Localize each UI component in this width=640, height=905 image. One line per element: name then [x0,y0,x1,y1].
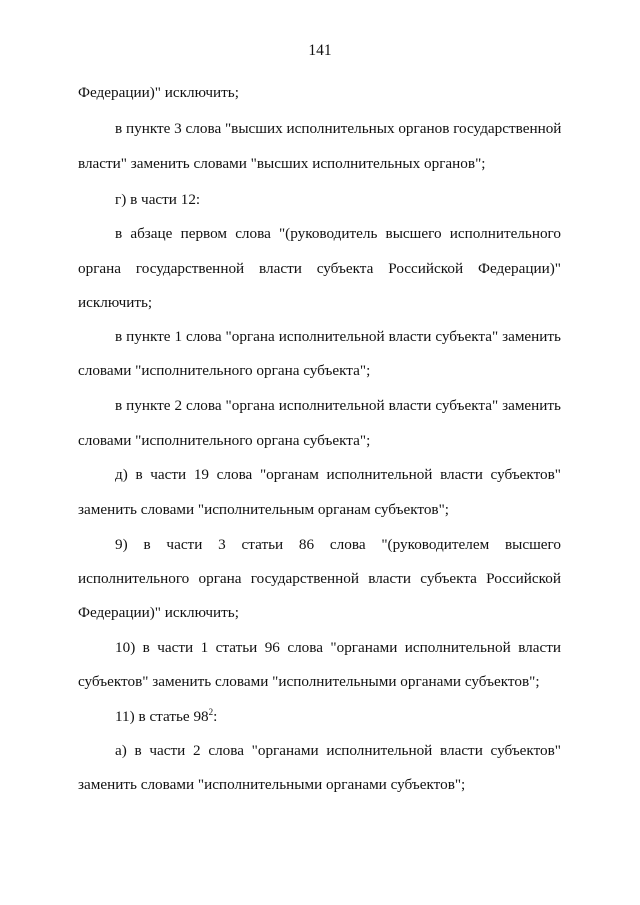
text-line: Федерации)" исключить; [78,604,239,621]
text-line: Федерации)" исключить; [78,84,239,101]
text-line: заменить словами "исполнительным органам субъектов"; [78,501,450,518]
text-line: в пункте 3 слова "высших исполнительных органов государственной [115,120,562,137]
text-line: в абзаце первом слова "(руководитель высшего исполнительного [115,225,561,242]
text-line: власти" заменить словами "высших исполнительных органов"; [78,155,486,172]
text-line: словами "исполнительного органа субъекта"; [78,432,371,449]
text-segment: 11) в статье 98 [115,708,209,725]
page-number: 141 [308,42,332,59]
text-line: исполнительного органа государственной власти субъекта Российской [78,570,561,587]
text-line: субъектов" заменить словами "исполнительными органами субъектов"; [78,673,540,690]
text-line: словами "исполнительного органа субъекта"; [78,362,371,379]
text-line: заменить словами "исполнительными органами субъектов"; [78,776,466,793]
text-line: д) в части 19 слова "органам исполнительной власти субъектов" [115,466,561,483]
superscript: 2 [208,706,214,717]
text-segment: : [213,708,218,725]
text-line: органа государственной власти субъекта Российской Федерации)" [78,260,561,277]
text-line: 9) в части 3 статьи 86 слова "(руководителем высшего [115,536,561,553]
text-line: в пункте 1 слова "органа исполнительной власти субъекта" заменить [115,328,561,345]
text-line: в пункте 2 слова "органа исполнительной власти субъекта" заменить [115,397,561,414]
text-line: г) в части 12: [115,191,201,208]
text-line: исключить; [78,294,153,311]
text-line: 10) в части 1 статьи 96 слова "органами исполнительной власти [115,639,561,656]
text-line: а) в части 2 слова "органами исполнительной власти субъектов" [115,742,561,759]
text-line [115,707,561,727]
